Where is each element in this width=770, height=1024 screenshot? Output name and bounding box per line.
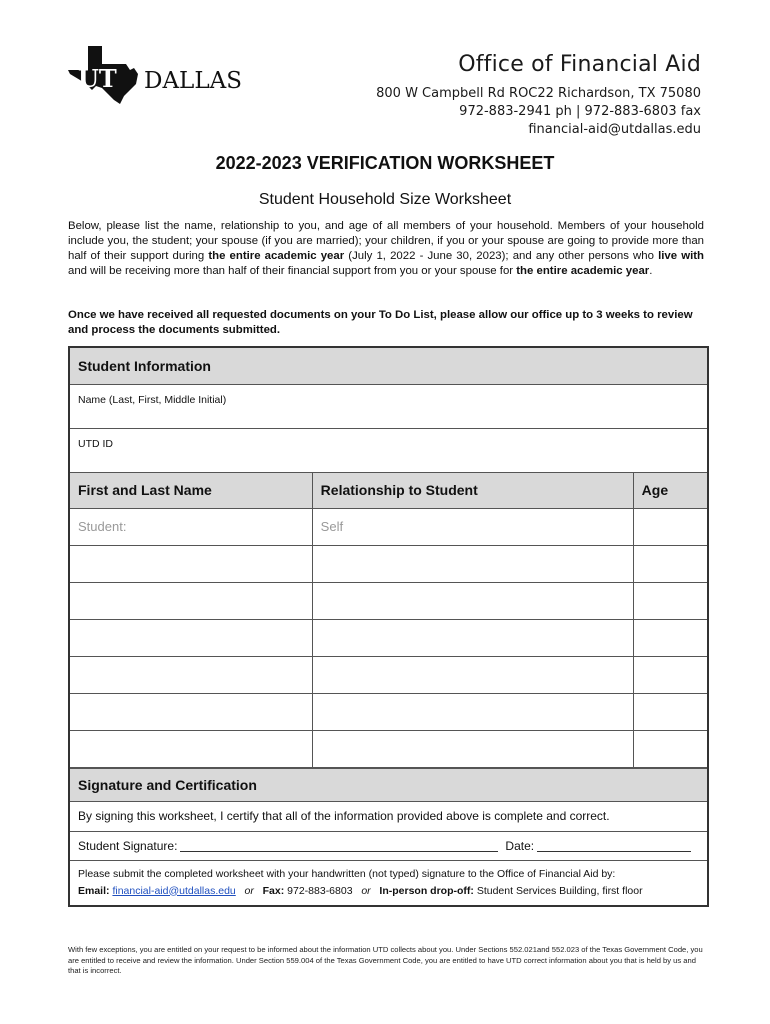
age-cell[interactable] — [633, 730, 707, 767]
submit-text: Please submit the completed worksheet with your handwritten (not typed) signature to the Office of Financial Aid by: — [78, 867, 616, 880]
utd-id-field[interactable] — [70, 429, 707, 473]
student-signature-line[interactable] — [180, 840, 498, 852]
name-cell[interactable] — [70, 545, 312, 582]
relationship-cell[interactable] — [312, 693, 633, 730]
date-label: Date: — [505, 838, 535, 853]
utd-id-label: UTD ID — [78, 438, 113, 450]
table-row — [70, 656, 707, 693]
email-link[interactable]: financial-aid@utdallas.edu — [112, 884, 236, 897]
col-relationship-header: Relationship to Student — [312, 473, 633, 508]
relationship-cell[interactable] — [312, 582, 633, 619]
inperson-location: Student Services Building, first floor — [476, 884, 643, 897]
table-row — [70, 619, 707, 656]
intro-bold-2: live with — [658, 250, 704, 262]
table-row — [70, 545, 707, 582]
relationship-cell[interactable] — [312, 545, 633, 582]
office-title: Office of Financial Aid — [458, 52, 701, 77]
fax-method-label: Fax: — [262, 884, 285, 897]
worksheet-form — [68, 346, 709, 907]
intro-text-1: Below, please list the name, relationship to you, and age of all members of your household. Members of your household include you, the student; your spouse (if you are married); your children, if you or your spouse are going to provide more than half of their support during — [68, 220, 704, 262]
submit-methods — [78, 883, 699, 900]
office-phone: 972-883-2941 ph | 972-883-6803 fax — [459, 104, 701, 119]
texas-logo-icon — [66, 44, 266, 106]
inperson-method-label: In-person drop-off: — [379, 884, 474, 897]
certification-statement: By signing this worksheet, I certify that all of the information provided above is complete and correct. — [70, 802, 707, 832]
student-signature-label: Student Signature: — [78, 838, 178, 853]
submission-instructions — [70, 861, 707, 905]
table-row — [70, 508, 707, 545]
privacy-footer: With few exceptions, you are entitled on your request to be informed about the information UTD collects about you. Under Sections 552.021and 552.023 of the Texas Government Code, you are entitled to receive and review the information. Under Section 559.004 of the Texas Government Code, you are entitled to have UTD correct information about you that is held by us and that is incorrect. — [68, 945, 703, 975]
name-cell[interactable] — [70, 619, 312, 656]
age-cell[interactable] — [633, 582, 707, 619]
intro-text-3: and will be receiving more than half of their financial support from you or your spouse for — [68, 265, 517, 277]
document-subtitle: Student Household Size Worksheet — [258, 191, 512, 208]
or-separator: or — [361, 884, 371, 897]
age-cell[interactable] — [633, 656, 707, 693]
name-cell[interactable] — [70, 693, 312, 730]
student-name-label: Name (Last, First, Middle Initial) — [78, 394, 227, 406]
intro-text-2: (July 1, 2022 - June 30, 2023); and any other persons who — [344, 250, 659, 262]
logo-dallas-text: DALLAS — [144, 68, 242, 94]
relationship-cell[interactable] — [312, 619, 633, 656]
age-cell[interactable] — [633, 619, 707, 656]
col-age-header: Age — [633, 473, 707, 508]
name-cell[interactable]: Student: — [70, 508, 312, 545]
age-cell[interactable] — [633, 693, 707, 730]
office-header — [376, 52, 701, 139]
relationship-cell[interactable] — [312, 730, 633, 767]
relationship-cell[interactable]: Self — [312, 508, 633, 545]
intro-text-4: . — [649, 265, 653, 277]
intro-bold-3: the entire academic year — [516, 265, 650, 277]
intro-bold-1: the entire academic year — [208, 250, 345, 262]
student-name-field[interactable] — [70, 385, 707, 429]
household-header-row — [70, 473, 707, 508]
signature-row — [70, 832, 707, 861]
signature-heading: Signature and Certification — [70, 768, 707, 802]
household-table — [70, 473, 707, 768]
email-method-label: Email: — [78, 884, 110, 897]
processing-notice: Once we have received all requested documents on your To Do List, please allow our office up to 3 weeks to review and process the documents submitted. — [68, 309, 693, 336]
document-title: 2022-2023 VERIFICATION WORKSHEET — [215, 153, 555, 173]
table-row — [70, 730, 707, 767]
table-row — [70, 693, 707, 730]
office-email: financial-aid@utdallas.edu — [528, 122, 701, 137]
student-info-heading: Student Information — [70, 348, 707, 385]
name-cell[interactable] — [70, 656, 312, 693]
col-name-header: First and Last Name — [70, 473, 312, 508]
fax-number: 972-883-6803 — [287, 884, 353, 897]
intro-paragraph — [68, 219, 704, 279]
or-separator: or — [244, 884, 254, 897]
name-cell[interactable] — [70, 730, 312, 767]
date-line[interactable] — [537, 840, 691, 852]
office-address: 800 W Campbell Rd ROC22 Richardson, TX 75080 — [376, 86, 701, 101]
age-cell[interactable] — [633, 508, 707, 545]
utd-logo — [66, 44, 266, 106]
age-cell[interactable] — [633, 545, 707, 582]
table-row — [70, 582, 707, 619]
logo-ut-text: UT — [78, 64, 117, 93]
name-cell[interactable] — [70, 582, 312, 619]
relationship-cell[interactable] — [312, 656, 633, 693]
